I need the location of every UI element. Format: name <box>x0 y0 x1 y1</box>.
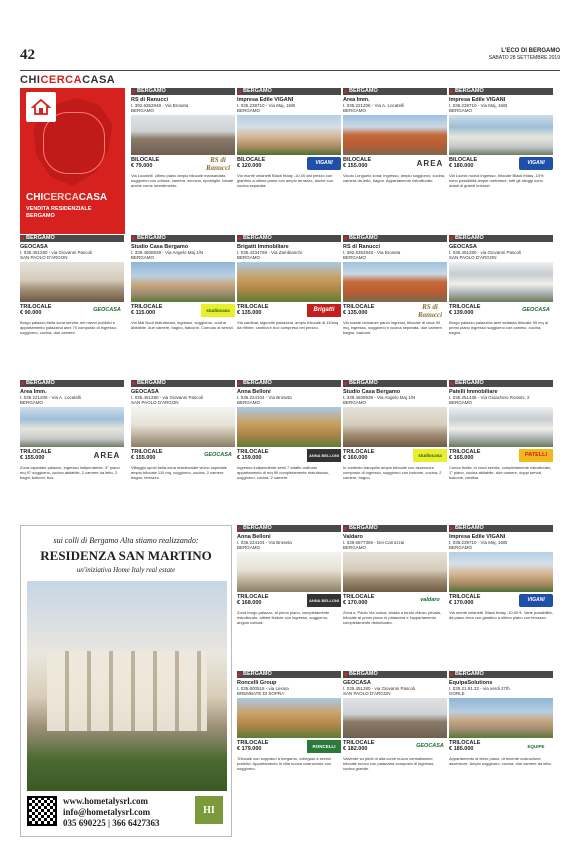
listing-description: Via Mai Nodi ristrutturato, ingresso, soggiorno, cucina abitabile, due camere, bagno, balcone. Comodo ai servizi. <box>131 320 234 330</box>
listing-type: TRILOCALE <box>343 304 375 310</box>
listing-zone: BERGAMO <box>449 380 553 387</box>
listing-description: Via Locatelli, ultimo piano ampio bilocale mansardato, soggiorno con cottura, camera, servizio, ripostiglio. Ideale anche come investimento. <box>131 173 234 188</box>
listing-city: SAN PAOLO D'ARGON <box>131 400 179 405</box>
qr-code-icon <box>27 796 57 826</box>
listing-price-row <box>20 449 124 463</box>
listing-description: Valverde su piedi di alta come nuovo centralissimo trilocale nuovo con palazzina composto di ingresso, cucina grande. <box>343 756 435 771</box>
agency-logo: Brigatti <box>307 304 341 317</box>
listing-price-row <box>131 449 235 463</box>
listing-agency: Anna Belloni <box>237 534 271 540</box>
agency-logo: AREA <box>93 451 121 460</box>
listing-agency: Impresa Edile VIGANI <box>237 97 294 103</box>
listing-description: Borgo palazzo palazzina anni settanta trilocale 95 mq al primo piano ingresso soggiorno con camino, cucina, bagno. <box>449 320 548 335</box>
listing-zone: BERGAMO <box>449 671 553 678</box>
listing-contact: t. 035.451280 - via Giovanni Pascoli <box>449 250 522 255</box>
agency-logo: PATELLI <box>519 449 553 462</box>
listing-city: SAN PAOLO D'ARGON <box>20 255 68 260</box>
listing-agency: Roncelli Group <box>237 680 277 686</box>
agency-logo: GEOCASA <box>416 743 444 749</box>
listing-zone: BERGAMO <box>449 525 553 532</box>
listing-type: TRILOCALE <box>131 449 163 455</box>
listing-description: Via cardinal, signorile palazzina, ampio trilocale di 110mq da rifinire, cantina e box compreso nel prezzo. <box>237 320 339 330</box>
listing-price: € 115.000 <box>131 310 156 316</box>
listing-type: TRILOCALE <box>449 304 481 310</box>
listing-city: BERGAMO <box>449 108 473 113</box>
listing-price: € 170.000 <box>343 600 368 606</box>
listing-price: € 160.000 <box>343 455 368 461</box>
listing-zone: BERGAMO <box>449 88 553 95</box>
listing-photo <box>449 407 553 447</box>
listing-contact: t. 035.221206 - Via A. Locatelli <box>20 395 81 400</box>
listing-agency: RS di Ranucci <box>131 97 168 103</box>
listing-type: BILOCALE <box>343 157 372 163</box>
listing-price: € 180.000 <box>449 163 474 169</box>
listing-zone: BERGAMO <box>343 380 447 387</box>
listing-description: Conca fiorita, in zona servita, completamente ristrutturato, 1° piano, cucina abitabile, due camere, doppi servizi, balcone, cantina. <box>449 465 552 480</box>
newspaper-masthead <box>489 48 560 62</box>
listing-card[interactable] <box>343 380 447 506</box>
listing-contact: t. 035.451280 - via Giovanni Pascoli <box>343 686 416 691</box>
section-casa: CASA <box>82 74 116 86</box>
listing-photo <box>237 698 341 738</box>
listing-agency: EquipaSolutions <box>449 680 493 686</box>
agency-logo: GEOCASA <box>93 307 121 313</box>
listing-photo <box>20 407 124 447</box>
listing-card[interactable] <box>449 88 553 214</box>
listing-type: TRILOCALE <box>237 740 269 746</box>
listing-contact: t. 392.6352948 - Via Broseta <box>343 250 401 255</box>
listing-city: BERGAMO <box>449 545 473 550</box>
listing-photo <box>20 262 124 302</box>
page-number: 42 <box>20 47 35 63</box>
listing-price-row <box>131 157 235 171</box>
agency-logo: ANNA BELLONI <box>307 449 341 462</box>
agency-logo: studiocasa <box>201 304 235 317</box>
listing-description: Zona ospedale palazzo, ingresso indipendente, 3° piano mq 97 soggiorno, cucina abitabile, 2 camere da letto, 2 bagni, balconi, box. <box>20 465 120 480</box>
listing-card[interactable] <box>237 235 341 361</box>
listing-price: € 135.000 <box>343 310 368 316</box>
listing-card[interactable] <box>237 671 341 797</box>
listing-zone: BERGAMO <box>131 235 235 242</box>
listing-city: BERGAMO <box>237 545 261 550</box>
listing-zone: BERGAMO <box>343 88 447 95</box>
listing-zone: BERGAMO <box>449 235 553 242</box>
listing-description: In contesto tranquillo ampio trilocale con ascensore composto di ingresso, soggiorno con balcone, cucina, 2 camere, bagno. <box>343 465 442 480</box>
ad-render-photo <box>27 581 227 791</box>
feature-title <box>26 192 107 203</box>
listing-zone: BERGAMO <box>131 380 235 387</box>
listing-type: TRILOCALE <box>343 449 375 455</box>
agency-logo: RS di Ranucci <box>417 302 443 319</box>
page-header <box>20 47 560 71</box>
listing-type: TRILOCALE <box>343 740 375 746</box>
listing-contact: t. 035.251436 - Via Gioachino Rossini, 2 <box>449 395 530 400</box>
listing-agency: RS di Ranucci <box>343 244 380 250</box>
listing-description: Zona borgo palazzo, al primo piano, completamente ristrutturato, ottime finiture con ingresso, soggiorno, angolo cottura. <box>237 610 330 625</box>
listing-contact: t. 035.224104 - Via Broseta <box>237 395 292 400</box>
agency-logo: GEOCASA <box>204 452 232 458</box>
listing-type: TRILOCALE <box>449 449 481 455</box>
listing-description: Via rosate vicinanze parco ingressi, trilocale di circa 90 mq, ingresso, soggiorno e cucina separata, due camere, bagno, balcone. <box>343 320 443 335</box>
listing-card[interactable] <box>343 525 447 651</box>
ad-tagline: un'iniziativa Home Italy real estate <box>76 566 176 574</box>
listing-city: BERGAMO <box>237 255 261 260</box>
listing-card[interactable] <box>20 235 124 361</box>
listing-photo <box>449 115 553 155</box>
listing-price: € 159.000 <box>237 455 262 461</box>
section-title <box>20 74 115 86</box>
listing-city: BERGAMO <box>237 108 261 113</box>
listing-agency: Anna Belloni <box>237 389 271 395</box>
listing-price: € 185.000 <box>449 746 474 752</box>
listing-description: Zona s. Paolo Via conca, strada a fondo chiuso privata, trilocale al primo piano in palazzina e l'appartamento completamente ristrutturato. <box>343 610 441 625</box>
agency-logo: studiocasa <box>413 449 447 462</box>
listing-city: BERGAMO <box>343 545 367 550</box>
listing-contact: t. 035.21.91.22 - via verdi 27/b <box>449 686 510 691</box>
listing-price-row <box>449 740 553 754</box>
listing-zone: BERGAMO <box>20 380 124 387</box>
listing-contact: t. 035.224104 - Via Broseta <box>237 540 292 545</box>
listing-type: TRILOCALE <box>449 740 481 746</box>
section-cerca: CERCA <box>40 74 83 86</box>
listing-city: BERGAMO <box>343 108 367 113</box>
listing-price-row <box>449 157 553 171</box>
listing-city: BERGAMO <box>343 400 367 405</box>
listing-type: TRILOCALE <box>20 449 52 455</box>
listing-card[interactable] <box>449 525 553 651</box>
listing-description: Via monte celanetti. Black friday -10,00 €. Varie possibilità, da piano terra con giardino a ultimo piano con terrazzo. <box>449 610 553 620</box>
listing-contact: t. 339.4608939 - Via Angelo Maj 1/N <box>131 250 204 255</box>
listing-agency: GEOCASA <box>449 244 477 250</box>
listing-photo <box>131 407 235 447</box>
listing-contact: t. 035.451280 - via Giovanni Pascoli <box>131 395 204 400</box>
listing-price: € 179.000 <box>237 746 262 752</box>
listing-price-row <box>237 594 341 608</box>
agency-logo: valdaro <box>420 597 440 603</box>
listing-type: TRILOCALE <box>20 304 52 310</box>
listing-photo <box>343 115 447 155</box>
agency-logo: VIGANI <box>519 157 553 170</box>
listing-type: BILOCALE <box>131 157 160 163</box>
listing-city: SAN PAOLO D'ARGON <box>343 691 391 696</box>
listing-description: Via Lochis nuova ingresso, bilocale Black friday -10% sono possibilità ampie metrature, tutti gli alloggi sono dotati di grandi terrazzi. <box>449 173 544 188</box>
feature-title-b: CERCA <box>43 192 79 203</box>
feature-title-c: CASA <box>78 192 108 203</box>
listing-price: € 165.000 <box>449 455 474 461</box>
listing-contact: t. 035.239710 - Via Maj, 16/B <box>449 540 508 545</box>
listing-photo <box>131 115 235 155</box>
listing-card[interactable] <box>449 380 553 506</box>
ad-line1: sui colli di Bergamo Alta stiamo realizzando: <box>53 536 199 545</box>
listing-agency: Studio Casa Bergamo <box>343 389 401 395</box>
listing-price: € 155.000 <box>20 455 45 461</box>
listing-agency: GEOCASA <box>20 244 48 250</box>
feature-subtitle: VENDITA RESIDENZIALE BERGAMO <box>26 206 92 219</box>
listing-type: TRILOCALE <box>449 594 481 600</box>
listing-price: € 170.000 <box>449 600 474 606</box>
listing-zone: BERGAMO <box>343 525 447 532</box>
listing-type: BILOCALE <box>449 157 478 163</box>
listing-agency: Patelli Immobiliare <box>449 389 498 395</box>
listing-photo <box>449 698 553 738</box>
agency-logo: RS di Ranucci <box>205 155 231 172</box>
ad-title: RESIDENZA SAN MARTINO <box>40 548 212 563</box>
listing-card[interactable] <box>20 380 124 506</box>
listing-price: € 168.000 <box>237 600 262 606</box>
listing-price: € 182.000 <box>343 746 368 752</box>
listing-photo <box>343 407 447 447</box>
listing-agency: Area Imm. <box>343 97 370 103</box>
listing-price-row <box>343 594 447 608</box>
listing-contact: t. 339.6877365 - Dei Carrozzai <box>343 540 405 545</box>
hi-logo: HI <box>195 796 223 824</box>
agency-logo: RONCELLI <box>307 740 341 753</box>
listing-agency: Studio Casa Bergamo <box>131 244 189 250</box>
listing-city: BERGAMO <box>20 400 44 405</box>
listing-photo <box>449 552 553 592</box>
listing-price-row <box>237 157 341 171</box>
listing-zone: BERGAMO <box>343 671 447 678</box>
listing-price: € 120.000 <box>237 163 262 169</box>
listing-photo <box>449 262 553 302</box>
listing-city: BERGAMO <box>449 400 473 405</box>
listing-photo <box>237 407 341 447</box>
listing-price-row <box>131 304 235 318</box>
agency-logo: GEOCASA <box>522 307 550 313</box>
residenza-ad <box>20 525 232 837</box>
listing-description: Ingresso indipendente semi 7 adatto ordinato appartamento di mq 90 completamente ristrutturato, soggiorno, cucina, 2 camere. <box>237 465 330 480</box>
listing-card[interactable] <box>343 235 447 361</box>
listing-zone: BERGAMO <box>343 235 447 242</box>
listing-city: BERGAMO <box>131 108 155 113</box>
listing-card[interactable] <box>449 671 553 797</box>
listing-card[interactable] <box>449 235 553 361</box>
listing-agency: Impresa Edile VIGANI <box>449 97 506 103</box>
listing-zone: BERGAMO <box>237 671 341 678</box>
listing-price-row <box>20 304 124 318</box>
issue-date: SABATO 28 SETTEMBRE 2019 <box>488 55 560 61</box>
feature-title-a: CHI <box>26 192 44 203</box>
listing-description: Borgo palazzo bella zona servita: dei mezzi pubblici e appartamento palazzina anni 70 composto di ingresso, soggiorno, cucina, due camere. <box>20 320 117 335</box>
listing-price-row <box>237 449 341 463</box>
listing-city: BERGAMO <box>237 400 261 405</box>
listing-card[interactable] <box>131 380 235 506</box>
listing-photo <box>343 698 447 738</box>
listing-price: € 90.000 <box>20 310 42 316</box>
ad-phones: 035 690225 | 366 6427363 <box>63 818 160 828</box>
listing-agency: Brigatti Immobiliare <box>237 244 289 250</box>
section-chi: CHI <box>20 74 41 86</box>
agency-logo: EQUIPE <box>527 744 545 749</box>
listing-agency: GEOCASA <box>343 680 371 686</box>
agency-logo: VIGANI <box>519 594 553 607</box>
listing-price-row <box>449 304 553 318</box>
listing-price-row <box>237 740 341 754</box>
listing-card[interactable] <box>343 671 447 797</box>
listing-price: € 155.000 <box>131 455 156 461</box>
listing-contact: t. 035.600516 - via Lesina <box>237 686 289 691</box>
listing-description: Villaggio sposi bella zona residenziale vicino ospedale ampio trilocale 110 mq, soggiorno, cucina, 2 camere, bagno, terrazzo. <box>131 465 227 480</box>
listing-price: € 155.000 <box>343 163 368 169</box>
listing-type: TRILOCALE <box>131 304 163 310</box>
listing-type: TRILOCALE <box>237 594 269 600</box>
listing-city: BERGAMO <box>343 255 367 260</box>
listing-photo <box>343 262 447 302</box>
listing-zone: BERGAMO <box>237 88 341 95</box>
listing-card[interactable] <box>237 525 341 651</box>
listing-city: BERGAMO <box>131 255 155 260</box>
listing-price-row <box>237 304 341 318</box>
listing-city: GORLE <box>449 691 465 696</box>
header-rule <box>20 70 560 71</box>
listing-price-row <box>343 740 447 754</box>
agency-logo: AREA <box>416 159 444 168</box>
ad-website[interactable]: www.hometalysrl.com <box>63 796 148 806</box>
ad-email[interactable]: info@hometalysrl.com <box>63 807 151 817</box>
listing-price-row <box>343 304 447 318</box>
listing-photo <box>237 115 341 155</box>
listing-description: Via monte celanetti Black friday -10,00 dal prezzo con giardino a ultimo piano con ampio terrazzo, anche con cucina separata. <box>237 173 334 188</box>
listing-card[interactable] <box>237 88 341 214</box>
listing-contact: t. 392.6352948 - Via Broseta <box>131 103 189 108</box>
listing-zone: BERGAMO <box>20 235 124 242</box>
listing-description: Trilocale con soppalco a bergamo, collegato a servizi pubblici. Appartamento in villa nuova costruzione con soggiorno. <box>237 756 332 771</box>
listing-type: TRILOCALE <box>237 449 269 455</box>
listing-price-row <box>449 449 553 463</box>
house-icon <box>31 97 51 117</box>
listing-card[interactable] <box>237 380 341 506</box>
listing-contact: t. 035.451280 - via Giovanni Pascoli <box>20 250 93 255</box>
listing-photo <box>343 552 447 592</box>
listing-card[interactable] <box>131 88 235 214</box>
listing-photo <box>131 262 235 302</box>
listing-agency: Area Imm. <box>20 389 47 395</box>
listing-zone: BERGAMO <box>237 525 341 532</box>
listing-price-row <box>449 594 553 608</box>
feature-box <box>20 88 125 234</box>
agency-logo: VIGANI <box>307 157 341 170</box>
listing-contact: t. 035.239710 - Via Maj, 16/B <box>449 103 508 108</box>
listing-price: € 79.000 <box>131 163 153 169</box>
listing-zone: BERGAMO <box>131 88 235 95</box>
listing-contact: t. 339.4608939 - Via Angelo Maj 1/N <box>343 395 416 400</box>
listing-contact: t. 035.239710 - Via Maj, 16/B <box>237 103 296 108</box>
listing-type: TRILOCALE <box>237 304 269 310</box>
ad-contacts <box>63 796 159 829</box>
agency-logo: ANNA BELLONI <box>307 594 341 607</box>
listing-contact: t. 035.4234758 - Via Zambianchi <box>237 250 302 255</box>
listing-card[interactable] <box>131 235 235 361</box>
listing-zone: BERGAMO <box>237 235 341 242</box>
listing-agency: GEOCASA <box>131 389 159 395</box>
listing-photo <box>237 262 341 302</box>
listing-contact: t. 035.221206 - Via A. Locatelli <box>343 103 404 108</box>
listing-price: € 135.000 <box>237 310 262 316</box>
listing-card[interactable] <box>343 88 447 214</box>
listing-price-row <box>343 449 447 463</box>
listing-photo <box>237 552 341 592</box>
home-logo <box>26 92 56 122</box>
listing-description: Appartamento al terzo piano, di recente costruzione, ascensore. Ampio soggiorno, cucina, due camere da letto. <box>449 756 552 766</box>
newspaper-name: L'ECO DI BERGAMO <box>501 48 560 54</box>
listing-description: Vicolo Longuelo zona: ingresso, ampio soggiorno, cucina, camera da letto, bagno. Appartamento ristrutturato. <box>343 173 446 183</box>
listing-type: BILOCALE <box>237 157 266 163</box>
listing-price-row <box>343 157 447 171</box>
listing-price: € 139.000 <box>449 310 474 316</box>
listing-type: TRILOCALE <box>343 594 375 600</box>
listing-city: SAN PAOLO D'ARGON <box>449 255 497 260</box>
listing-agency: Valdaro <box>343 534 363 540</box>
listing-agency: Impresa Edile VIGANI <box>449 534 506 540</box>
listing-city: BREMBATE DI SOPRA <box>237 691 285 696</box>
listing-zone: BERGAMO <box>237 380 341 387</box>
